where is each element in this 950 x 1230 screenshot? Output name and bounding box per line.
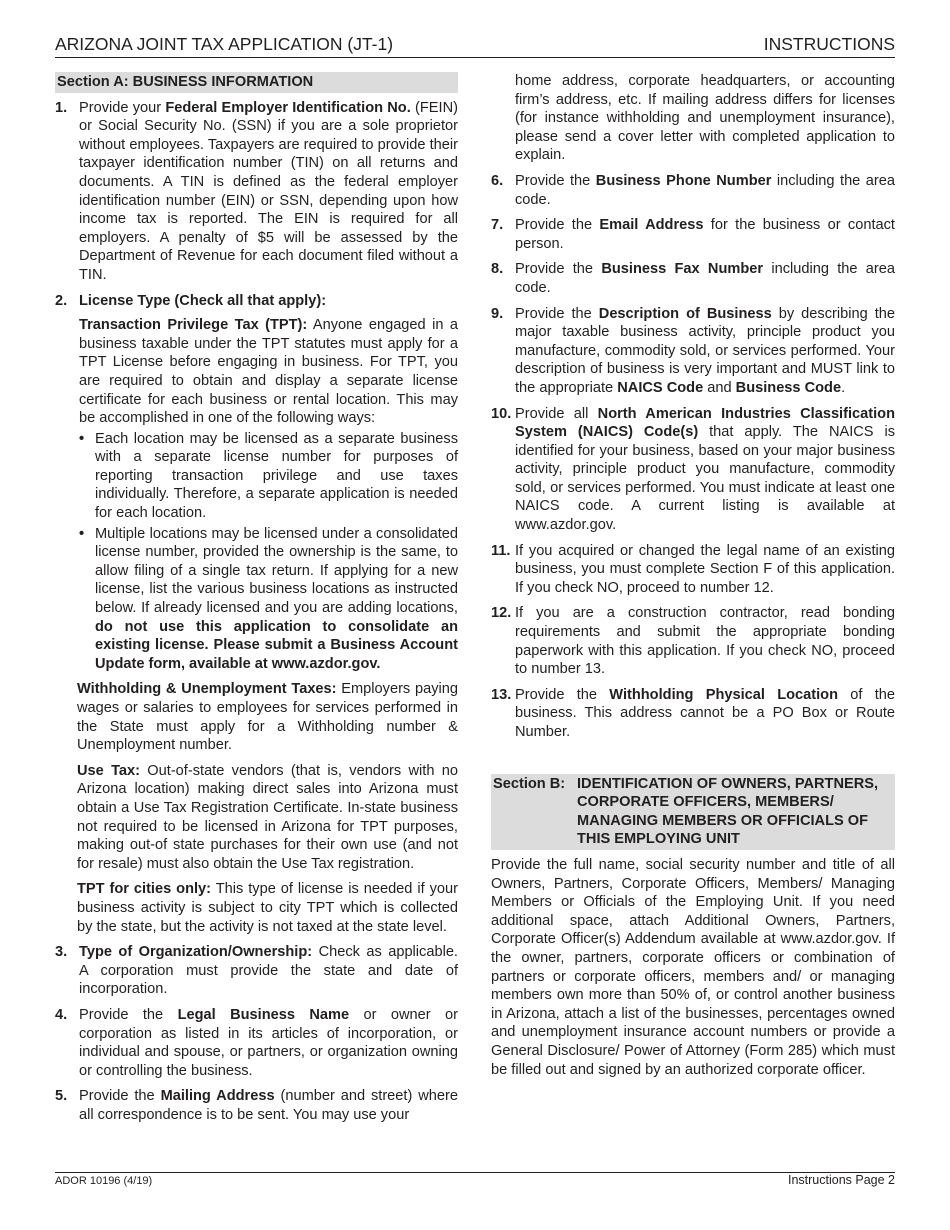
withholding-paragraph: Withholding & Unemployment Taxes: Employers paying wages or salaries to employees for services performed in the State must apply for a Withholding number & Unemployment number. — [77, 681, 458, 754]
header-rule — [55, 57, 895, 58]
list-item: • Multiple locations may be licensed under a consolidated license number, provided the ownership is the same, to allow filing of a single tax return. If applying for a new license, list the various business locations as instructed below. If already licensed and you are adding locations, do not use this application to consolidate an existing license. Please submit a Business Account Update form, available at www.azdor.gov. — [79, 525, 458, 672]
section-a-heading: Section A: BUSINESS INFORMATION — [55, 72, 458, 93]
section-b-text: Provide the full name, social security number and title of all Owners, Partners, Corporate Officers, Members/ Managing Members or Officials of the Employing Unit. If you need additional space, attach Additional Owners, Partners, Corporate Officer(s) Addendum available at www.azdor.gov. If the owner, partners, corporate officers or combination of partners or corporate officers, members and/ or managing members own more than 50% of, or control another business in Arizona, attach a list of the businesses, percentages owned and unemployment insurance account numbers or provide a General Disclosure/ Power of Attorney (Form 285) which must be filled out and signed by an authorized corporate officer. — [491, 856, 895, 1078]
bullet-icon: • — [79, 430, 85, 447]
list-item: • Each location may be licensed as a separate business with a separate license number for purposes of reporting transaction privilege and use taxes individually. Therefore, a separate application is needed for each location. — [79, 430, 458, 522]
instructions-label: INSTRUCTIONS — [763, 34, 895, 54]
item-number: 6. — [491, 172, 504, 189]
bullet-icon: • — [79, 525, 85, 542]
page-number: Instructions Page 2 — [787, 1173, 895, 1187]
section-b-title: IDENTIFICATION OF OWNERS, PARTNERS, CORPORATE OFFICERS, MEMBERS/ MANAGING MEMBERS OR OFFICIALS OF THIS EMPLOYING UNIT — [577, 775, 879, 848]
item-number: 13. — [491, 686, 512, 703]
item-text: Provide your — [79, 99, 166, 116]
item-number: 12. — [491, 605, 512, 622]
item-12: 12. If you are a construction contractor, read bonding requirements and submit the appropriate bonding paperwork with this application. If you check NO, proceed to number 13. — [491, 605, 895, 678]
item-number: 2. — [55, 292, 68, 309]
item-11: 11. If you acquired or changed the legal name of an existing business, you must complete Section F of this application. If you check NO, proceed to number 12. — [491, 542, 895, 596]
item-number: 10. — [491, 405, 512, 422]
right-column — [491, 72, 895, 1079]
item-5-continued: home address, corporate headquarters, or accounting firm’s address, etc. If mailing address differs for licenses (for instance withholding and unemployment insurance), please send a cover letter with completed application to explain. — [515, 73, 895, 164]
tpt-bullets — [79, 430, 458, 674]
footer-rule — [55, 1172, 895, 1173]
item-2 — [55, 292, 458, 311]
section-b-label: Section B: — [493, 775, 566, 792]
tpt-cities-paragraph: TPT for cities only: This type of license is needed if your business activity is subject to city TPT which is collected by the state, but the activity is not taxed at the state level. — [77, 881, 458, 935]
item-9: 9. Provide the Description of Business by describing the major taxable business activity, principle product you manufacture, commodity sold, or services performed. Your description of business is very important and MUST link to the appropriate NAICS Code and Business Code. — [491, 305, 895, 396]
item-4: 4. Provide the Legal Business Name or owner or corporation as listed in its articles of incorporation, or individual and spouse, or partners, or organization owning or controlling the business. — [55, 1006, 458, 1079]
item-number: 3. — [55, 944, 68, 961]
item-number: 4. — [55, 1006, 68, 1023]
item-6: 6. Provide the Business Phone Number including the area code. — [491, 172, 896, 208]
item-number: 5. — [55, 1088, 68, 1105]
item-bold-text: Federal Employer Identification No. — [165, 99, 411, 116]
item-text: (FEIN) or Social Security No. (SSN) if you are a sole proprietor without employees. Taxpayers are required to provide their taxpayer identification number (TIN) on all returns and documents. A TIN is defined as the federal employer identification number (EIN) or SSN, depending upon how income tax is reported. The EIN is required for all employers. A penalty of $5 will be assessed by the Department of Revenue for each document filed without a TIN. — [79, 99, 458, 283]
item-number: 1. — [55, 99, 68, 116]
item-3: 3. Type of Organization/Ownership: Check as applicable. A corporation must provide the state and date of incorporation. — [55, 944, 458, 998]
item-10: 10. Provide all North American Industries Classification System (NAICS) Code(s) that apply. The NAICS is identified for your business, based on your major business activity, principle product you manufacture, commodity sold, or services performed. You must indicate at least one NAICS code. A current listing is available at www.azdor.gov. — [491, 405, 896, 534]
item-number: 8. — [491, 261, 504, 278]
use-tax-paragraph: Use Tax: Out-of-state vendors (that is, vendors with no Arizona location) making direct sales into Arizona must obtain a Use Tax Registration Certificate. In-state business not required to be licensed in Arizona for TPT purposes, making out-of state purchases for their own use (and not for resale) must also obtain the Use Tax registration. — [77, 762, 458, 872]
tpt-paragraph: Transaction Privilege Tax (TPT): Anyone engaged in a business taxable under the TPT statutes must apply for a TPT License before engaging in business. For TPT, you are required to obtain and display a separate license certificate for each business or rental location. This may be accomplished in one of the following ways: — [79, 317, 459, 427]
item-number: 7. — [491, 217, 504, 234]
form-title: ARIZONA JOINT TAX APPLICATION (JT-1) — [55, 34, 394, 54]
item-8: 8. Provide the Business Fax Number including the area code. — [491, 261, 895, 296]
item-13: 13. Provide the Withholding Physical Location of the business. This address cannot be a PO Box or Route Number. — [491, 686, 895, 740]
item-number: 11. — [491, 542, 511, 559]
license-type-heading: License Type (Check all that apply): — [79, 292, 327, 309]
form-number: ADOR 10196 (4/19) — [55, 1175, 153, 1187]
item-1 — [55, 99, 458, 285]
left-column — [55, 72, 458, 1131]
item-5: 5. Provide the Mailing Address (number and street) where all correspondence is to be sent. You may use your — [55, 1088, 458, 1123]
item-7: 7. Provide the Email Address for the business or contact person. — [491, 217, 895, 252]
item-number: 9. — [491, 305, 504, 322]
section-b-heading — [491, 774, 895, 850]
